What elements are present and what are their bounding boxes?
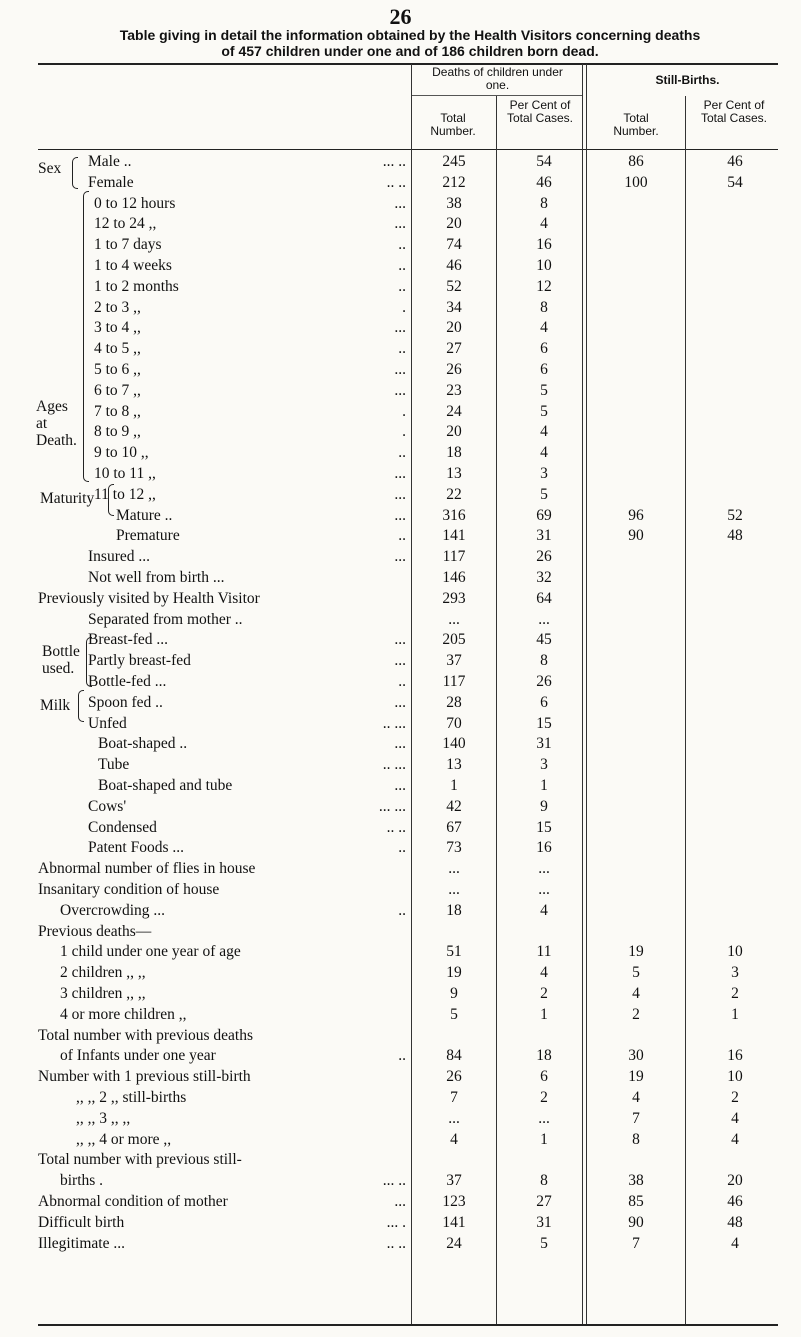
- deaths-total-cell: 140: [442, 735, 466, 753]
- deaths-per-cent-cell: 6: [540, 361, 548, 378]
- deaths-per-cent-cell: 31: [536, 1213, 552, 1231]
- row-leader-dots: ...: [394, 194, 406, 212]
- deaths-total-cell: 141: [442, 1213, 466, 1231]
- table-row: [0, 215, 801, 232]
- still-total-cell: 2: [632, 1005, 640, 1023]
- deaths-per-cent-cell: 2: [540, 1089, 548, 1106]
- deaths-per-cent-cell: 15: [536, 818, 552, 836]
- deaths-per-cent-cell: 46: [536, 173, 552, 191]
- table-row: [0, 319, 801, 336]
- header-deaths-group: Deaths of children under one.: [432, 65, 563, 92]
- row-leader-dots: ..: [398, 444, 406, 462]
- table-row: [0, 299, 801, 316]
- deaths-per-cent-cell: 1: [540, 1130, 548, 1148]
- deaths-total-cell: 13: [446, 465, 462, 482]
- deaths-per-cent-cell: 18: [536, 1047, 552, 1065]
- row-label: 12 to 24 ,,: [94, 215, 157, 233]
- deaths-total-cell: 38: [446, 194, 462, 212]
- deaths-per-cent-cell: 3: [540, 465, 548, 482]
- deaths-total-cell: 18: [446, 444, 462, 462]
- deaths-total-cell: 37: [446, 652, 462, 670]
- deaths-per-cent-cell: 15: [536, 714, 552, 732]
- row-label: 9 to 10 ,,: [94, 444, 149, 462]
- table-row: [0, 340, 801, 357]
- deaths-per-cent-cell: 4: [540, 444, 548, 462]
- still-per-cent-cell: 52: [727, 506, 743, 524]
- deaths-total-cell: 74: [446, 236, 462, 254]
- deaths-total-cell: 46: [446, 257, 462, 274]
- row-label: Premature: [116, 527, 180, 545]
- row-label: Mature ..: [116, 506, 173, 524]
- row-label: 11 to 12 ,,: [94, 485, 156, 503]
- table-row: [0, 236, 801, 253]
- deaths-per-cent-cell: 31: [536, 527, 552, 545]
- table-row: [0, 985, 801, 1002]
- row-label: 1 child under one year of age: [60, 943, 241, 961]
- row-label: ,, ,, 3 ,, ,,: [76, 1109, 131, 1127]
- row-label: 5 to 6 ,,: [94, 361, 141, 378]
- table-row: [0, 777, 801, 794]
- deaths-total-cell: ...: [448, 881, 460, 898]
- table-row: [0, 1151, 801, 1168]
- still-per-cent-cell: 4: [731, 1109, 739, 1127]
- still-per-cent-cell: 4: [731, 1130, 739, 1148]
- deaths-total-cell: ...: [448, 1109, 460, 1127]
- row-leader-dots: ...: [394, 1193, 406, 1210]
- row-label: ,, ,, 4 or more ,,: [76, 1130, 172, 1148]
- row-label: 6 to 7 ,,: [94, 381, 141, 399]
- row-label: Insanitary condition of house: [38, 881, 220, 898]
- deaths-per-cent-cell: 4: [540, 964, 548, 982]
- deaths-total-cell: 7: [450, 1089, 458, 1106]
- deaths-group-underline: [412, 95, 582, 96]
- row-leader-dots: ...: [394, 361, 406, 378]
- still-total-cell: 30: [628, 1047, 644, 1065]
- deaths-per-cent-cell: 27: [536, 1193, 552, 1210]
- row-leader-dots: ...: [394, 215, 406, 233]
- row-leader-dots: .. ..: [386, 818, 406, 836]
- row-label: Separated from mother ..: [88, 610, 243, 628]
- group-milk: Milk: [40, 697, 71, 714]
- row-leader-dots: ... ...: [378, 797, 406, 815]
- row-label: Abnormal condition of mother: [38, 1193, 228, 1210]
- header-still-births: Still-Births.: [655, 73, 720, 87]
- still-total-cell: 86: [628, 153, 644, 170]
- table-row: [0, 569, 801, 586]
- deaths-per-cent-cell: 8: [540, 298, 548, 316]
- table-row: [0, 1006, 801, 1023]
- group-ages: Ages at Death.: [36, 398, 77, 449]
- row-label: Previous deaths—: [38, 922, 152, 940]
- row-leader-dots: ..: [398, 257, 406, 274]
- row-leader-dots: ..: [398, 236, 406, 254]
- deaths-per-cent-cell: 10: [536, 257, 552, 274]
- deaths-per-cent-cell: ...: [538, 610, 550, 628]
- page-number: 26: [389, 4, 412, 29]
- row-label: Number with 1 previous still-birth: [38, 1068, 251, 1086]
- deaths-total-cell: 73: [446, 839, 462, 857]
- still-per-cent-cell: 10: [727, 943, 743, 961]
- still-total-cell: 4: [632, 985, 640, 1002]
- deaths-total-cell: 4: [450, 1130, 458, 1148]
- still-total-cell: 7: [632, 1234, 640, 1252]
- table-row: [0, 1047, 801, 1064]
- deaths-total-cell: 26: [446, 1068, 462, 1086]
- deaths-per-cent-cell: 1: [540, 1005, 548, 1023]
- row-leader-dots: ..: [398, 340, 406, 358]
- still-per-cent-cell: 46: [727, 153, 743, 170]
- row-leader-dots: .: [402, 298, 406, 316]
- still-total-cell: 5: [632, 964, 640, 982]
- deaths-per-cent-cell: 4: [540, 215, 548, 233]
- deaths-per-cent-cell: 26: [536, 548, 552, 566]
- deaths-per-cent-cell: 5: [540, 402, 548, 420]
- deaths-per-cent-cell: 6: [540, 340, 548, 358]
- row-label: Insured ...: [88, 548, 150, 566]
- row-label: 3 children ,, ,,: [60, 985, 146, 1002]
- deaths-total-cell: 27: [446, 340, 462, 358]
- table-row: [0, 673, 801, 690]
- table-row: [0, 964, 801, 981]
- deaths-total-cell: 20: [446, 215, 462, 233]
- table-row: [0, 798, 801, 815]
- deaths-total-cell: 24: [446, 1234, 462, 1252]
- table-row: [0, 1235, 801, 1252]
- table-row: [0, 527, 801, 544]
- table-row: [0, 153, 801, 170]
- row-leader-dots: ...: [394, 319, 406, 337]
- still-total-cell: 19: [628, 1068, 644, 1086]
- row-label: of Infants under one year: [60, 1047, 216, 1065]
- deaths-total-cell: 117: [442, 548, 466, 566]
- row-label: ,, ,, 2 ,, still-births: [76, 1089, 187, 1106]
- table-row: [0, 382, 801, 399]
- table-row: [0, 361, 801, 378]
- still-per-cent-cell: 3: [731, 964, 739, 982]
- deaths-total-cell: 52: [446, 277, 462, 295]
- deaths-per-cent-cell: 5: [540, 1234, 548, 1252]
- row-label: Tube: [98, 756, 130, 774]
- still-per-cent-cell: 48: [727, 527, 743, 545]
- table-row: [0, 715, 801, 732]
- row-label: 1 to 7 days: [94, 236, 162, 254]
- table-row: [0, 548, 801, 565]
- table-row: [0, 881, 801, 898]
- table-row: [0, 465, 801, 482]
- table-row: [0, 1193, 801, 1210]
- row-label: 2 to 3 ,,: [94, 298, 141, 316]
- row-leader-dots: ...: [394, 506, 406, 524]
- row-label: Male ..: [88, 153, 132, 170]
- still-per-cent-cell: 1: [731, 1005, 739, 1023]
- deaths-total-cell: 67: [446, 818, 462, 836]
- table-row: [0, 652, 801, 669]
- still-per-cent-cell: 46: [727, 1193, 743, 1210]
- still-total-cell: 4: [632, 1089, 640, 1106]
- row-label: Unfed: [88, 714, 127, 732]
- deaths-per-cent-cell: 69: [536, 506, 552, 524]
- table-row: [0, 423, 801, 440]
- deaths-total-cell: 5: [450, 1005, 458, 1023]
- deaths-total-cell: 51: [446, 943, 462, 961]
- deaths-per-cent-cell: 12: [536, 277, 552, 295]
- row-leader-dots: ..: [398, 527, 406, 545]
- table-row: [0, 694, 801, 711]
- row-leader-dots: ...: [394, 381, 406, 399]
- row-leader-dots: ...: [394, 693, 406, 711]
- still-total-cell: 100: [624, 173, 648, 191]
- table-row: [0, 1068, 801, 1085]
- deaths-per-cent-cell: 5: [540, 381, 548, 399]
- table-row: [0, 839, 801, 856]
- row-label: 2 children ,, ,,: [60, 964, 146, 982]
- deaths-total-cell: ...: [448, 860, 460, 878]
- row-leader-dots: ..: [398, 839, 406, 857]
- row-leader-dots: ... ..: [382, 153, 406, 170]
- table-row: [0, 444, 801, 461]
- deaths-per-cent-cell: ...: [538, 881, 550, 898]
- deaths-total-cell: 1: [450, 777, 458, 794]
- row-label: 4 or more children ,,: [60, 1005, 187, 1023]
- deaths-total-cell: 19: [446, 964, 462, 982]
- table-row: [0, 1214, 801, 1231]
- deaths-per-cent-cell: 32: [536, 569, 552, 586]
- row-leader-dots: ..: [398, 1047, 406, 1065]
- still-per-cent-cell: 4: [731, 1234, 739, 1252]
- deaths-per-cent-cell: ...: [538, 1109, 550, 1127]
- table-row: [0, 860, 801, 877]
- header-bottom-rule: [38, 149, 778, 150]
- table-row: [0, 819, 801, 836]
- row-label: Female: [88, 173, 134, 191]
- still-per-cent-cell: 16: [727, 1047, 743, 1065]
- row-label: Previously visited by Health Visitor: [38, 589, 260, 607]
- deaths-total-cell: 146: [442, 569, 466, 586]
- bottom-rule: [38, 1324, 778, 1326]
- deaths-per-cent-cell: 8: [540, 194, 548, 212]
- deaths-total-cell: 141: [442, 527, 466, 545]
- row-leader-dots: ..: [398, 277, 406, 295]
- deaths-per-cent-cell: 2: [540, 985, 548, 1002]
- table-row: [0, 1110, 801, 1127]
- row-label: Condensed: [88, 818, 157, 836]
- deaths-per-cent-cell: 16: [536, 839, 552, 857]
- still-total-cell: 90: [628, 527, 644, 545]
- table-row: [0, 902, 801, 919]
- row-label: Patent Foods ...: [88, 839, 185, 857]
- still-per-cent-cell: 20: [727, 1172, 743, 1190]
- deaths-per-cent-cell: 8: [540, 652, 548, 670]
- row-label: Abnormal number of flies in house: [38, 860, 256, 878]
- table-caption: [30, 27, 790, 59]
- row-leader-dots: .. ...: [382, 714, 406, 732]
- table-row: [0, 1027, 801, 1044]
- deaths-per-cent-cell: 64: [536, 589, 552, 607]
- deaths-total-cell: 20: [446, 319, 462, 337]
- table-row: [0, 507, 801, 524]
- table-row: [0, 943, 801, 960]
- deaths-total-cell: 24: [446, 402, 462, 420]
- still-per-cent-cell: 2: [731, 985, 739, 1002]
- group-sex: Sex: [38, 160, 62, 177]
- header-total-number: Total Number.: [430, 111, 476, 138]
- table-row: [0, 590, 801, 607]
- table-row: [0, 1172, 801, 1189]
- table-row: [0, 278, 801, 295]
- still-per-cent-cell: 54: [727, 173, 743, 191]
- deaths-total-cell: 212: [442, 173, 466, 191]
- row-leader-dots: .: [402, 402, 406, 420]
- deaths-per-cent-cell: 26: [536, 673, 552, 690]
- header-still-per-cent: Per Cent of Total Cases.: [700, 98, 768, 125]
- deaths-total-cell: 23: [446, 381, 462, 399]
- deaths-total-cell: 245: [442, 153, 466, 170]
- row-leader-dots: .. ...: [382, 756, 406, 774]
- row-leader-dots: ...: [394, 652, 406, 670]
- row-label: Boat-shaped and tube: [98, 777, 233, 794]
- table-row: [0, 611, 801, 628]
- deaths-per-cent-cell: ...: [538, 860, 550, 878]
- table-row: [0, 1089, 801, 1106]
- header-still-total: Total Number.: [613, 111, 659, 138]
- row-label: 7 to 8 ,,: [94, 402, 141, 420]
- row-leader-dots: ...: [394, 548, 406, 566]
- table-row: [0, 735, 801, 752]
- table-row: [0, 1131, 801, 1148]
- deaths-total-cell: 22: [446, 485, 462, 503]
- still-total-cell: 7: [632, 1109, 640, 1127]
- deaths-total-cell: 293: [442, 589, 466, 607]
- row-label: Illegitimate ...: [38, 1234, 125, 1252]
- row-label: births .: [60, 1172, 104, 1190]
- row-label: Spoon fed ..: [88, 693, 163, 711]
- row-label: 0 to 12 hours: [94, 194, 176, 212]
- row-leader-dots: ..: [398, 901, 406, 919]
- table-row: [0, 631, 801, 648]
- still-total-cell: 19: [628, 943, 644, 961]
- row-leader-dots: ...: [394, 485, 406, 503]
- top-rule: [38, 63, 778, 65]
- caption-line-2: of 457 children under one and of 186 children born dead.: [221, 43, 599, 59]
- deaths-per-cent-cell: 16: [536, 236, 552, 254]
- row-leader-dots: ...: [394, 631, 406, 649]
- deaths-per-cent-cell: 31: [536, 735, 552, 753]
- still-per-cent-cell: 48: [727, 1213, 743, 1231]
- deaths-per-cent-cell: 4: [540, 319, 548, 337]
- row-label: 8 to 9 ,,: [94, 423, 141, 441]
- deaths-per-cent-cell: 11: [536, 943, 552, 961]
- deaths-per-cent-cell: 1: [540, 777, 548, 794]
- deaths-per-cent-cell: 4: [540, 901, 548, 919]
- table-row: [0, 923, 801, 940]
- row-leader-dots: ...: [394, 465, 406, 482]
- deaths-total-cell: 205: [442, 631, 466, 649]
- deaths-total-cell: 37: [446, 1172, 462, 1190]
- caption-line-1: Table giving in detail the information obtained by the Health Visitors concerning deaths: [119, 27, 701, 43]
- still-per-cent-cell: 2: [731, 1089, 739, 1106]
- table-row: [0, 174, 801, 191]
- deaths-total-cell: 42: [446, 797, 462, 815]
- row-leader-dots: .. ..: [386, 1234, 406, 1252]
- deaths-total-cell: 13: [446, 756, 462, 774]
- row-leader-dots: ... ..: [382, 1172, 406, 1190]
- deaths-per-cent-cell: 6: [540, 1068, 548, 1086]
- row-label: 4 to 5 ,,: [94, 340, 141, 358]
- deaths-total-cell: 117: [442, 673, 466, 690]
- deaths-per-cent-cell: 5: [540, 485, 548, 503]
- deaths-total-cell: 123: [442, 1193, 466, 1210]
- row-label: Bottle-fed ...: [88, 673, 167, 690]
- row-label: Boat-shaped ..: [98, 735, 188, 753]
- row-label: 10 to 11 ,,: [94, 465, 156, 482]
- deaths-total-cell: 26: [446, 361, 462, 378]
- deaths-total-cell: 34: [446, 298, 462, 316]
- deaths-total-cell: 316: [442, 506, 466, 524]
- row-leader-dots: ...: [394, 735, 406, 753]
- deaths-total-cell: 9: [450, 985, 458, 1002]
- row-leader-dots: .. ..: [386, 173, 406, 191]
- table-row: [0, 403, 801, 420]
- row-label: Breast-fed ...: [88, 631, 169, 649]
- table-row: [0, 195, 801, 212]
- deaths-per-cent-cell: 54: [536, 153, 552, 170]
- row-label: 3 to 4 ,,: [94, 319, 141, 337]
- still-per-cent-cell: 10: [727, 1068, 743, 1086]
- deaths-per-cent-cell: 45: [536, 631, 552, 649]
- group-bottle: Bottle used.: [42, 643, 80, 677]
- table-row: [0, 257, 801, 274]
- header-per-cent: Per Cent of Total Cases.: [506, 98, 574, 125]
- row-label: 1 to 2 months: [94, 277, 179, 295]
- deaths-total-cell: ...: [448, 610, 460, 628]
- row-leader-dots: .: [402, 423, 406, 441]
- table-row: [0, 486, 801, 503]
- still-total-cell: 96: [628, 506, 644, 524]
- row-leader-dots: ..: [398, 673, 406, 690]
- deaths-total-cell: 28: [446, 693, 462, 711]
- deaths-per-cent-cell: 3: [540, 756, 548, 774]
- row-label: Overcrowding ...: [60, 901, 166, 919]
- deaths-per-cent-cell: 9: [540, 797, 548, 815]
- deaths-total-cell: 84: [446, 1047, 462, 1065]
- group-maturity: Maturity: [40, 490, 95, 507]
- row-label: 1 to 4 weeks: [94, 257, 172, 274]
- row-label: Cows': [88, 797, 127, 815]
- still-total-cell: 38: [628, 1172, 644, 1190]
- deaths-per-cent-cell: 4: [540, 423, 548, 441]
- table-row: [0, 756, 801, 773]
- row-label: Not well from birth ...: [88, 569, 225, 586]
- row-leader-dots: ...: [394, 777, 406, 794]
- row-leader-dots: ... .: [386, 1213, 406, 1231]
- row-label: Partly breast-fed: [88, 652, 191, 670]
- still-total-cell: 8: [632, 1130, 640, 1148]
- row-label: Total number with previous still-: [38, 1151, 242, 1169]
- deaths-per-cent-cell: 8: [540, 1172, 548, 1190]
- still-total-cell: 85: [628, 1193, 644, 1210]
- row-label: Total number with previous deaths: [38, 1026, 254, 1044]
- deaths-per-cent-cell: 6: [540, 693, 548, 711]
- deaths-total-cell: 18: [446, 901, 462, 919]
- deaths-total-cell: 70: [446, 714, 462, 732]
- deaths-total-cell: 20: [446, 423, 462, 441]
- still-total-cell: 90: [628, 1213, 644, 1231]
- row-label: Difficult birth: [38, 1213, 125, 1231]
